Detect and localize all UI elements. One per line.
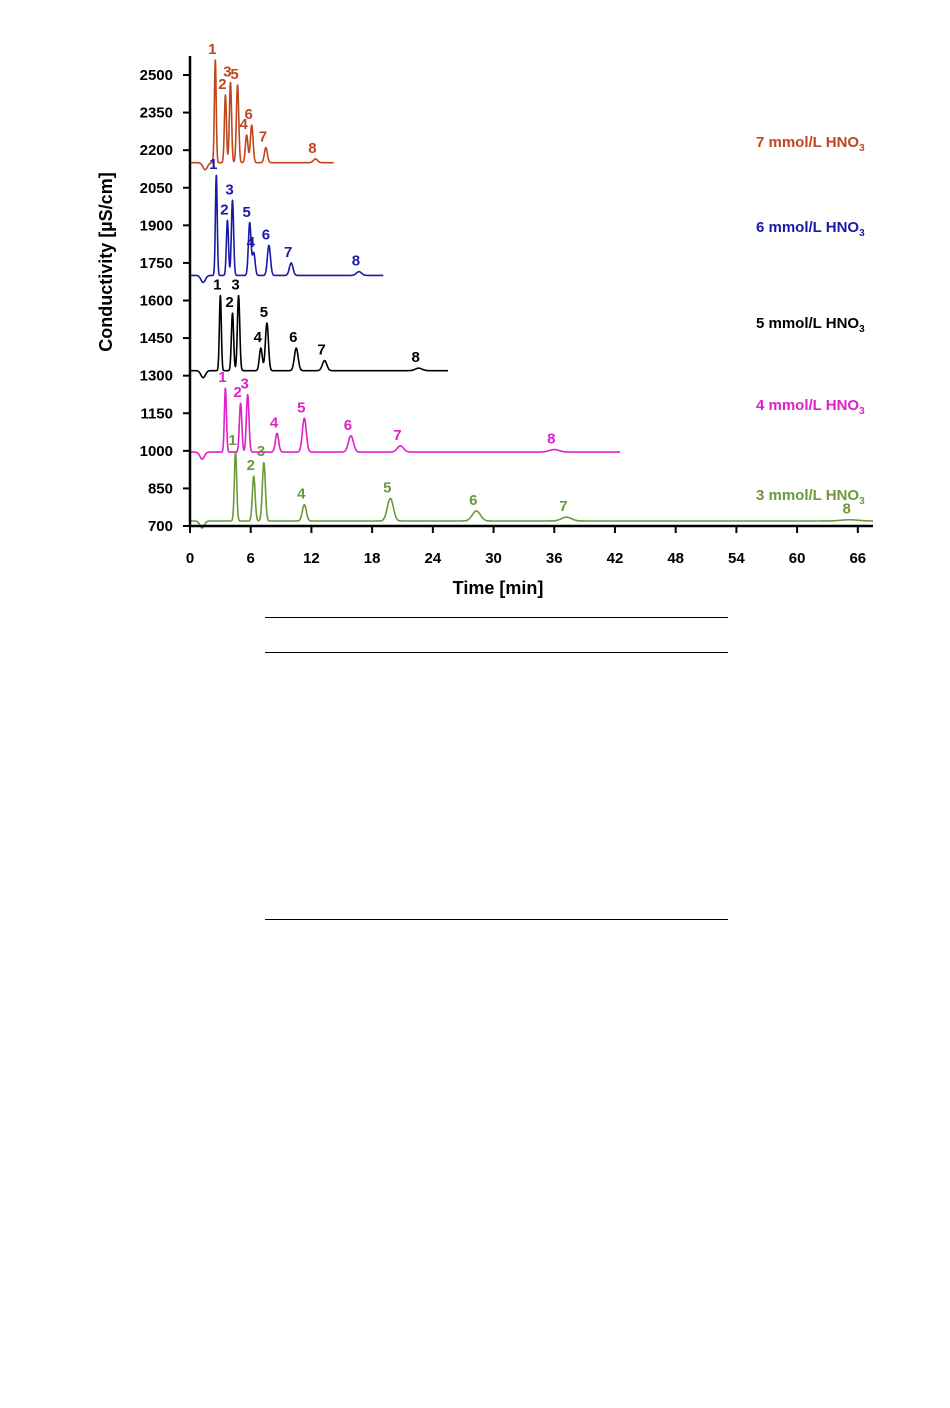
peak-label: 1 bbox=[209, 156, 218, 174]
peak-label: 5 bbox=[230, 66, 239, 84]
y-tick-label: 1150 bbox=[140, 405, 173, 423]
y-tick-label: 2350 bbox=[139, 104, 173, 122]
peak-label: 6 bbox=[343, 416, 353, 434]
x-tick-label: 0 bbox=[185, 550, 195, 567]
peak-label: 2 bbox=[225, 294, 234, 312]
series-4 bbox=[190, 369, 865, 459]
peak-label: 2 bbox=[220, 201, 229, 219]
peak-label: 2 bbox=[233, 384, 242, 402]
x-tick-label: 18 bbox=[363, 550, 381, 567]
series-2 bbox=[190, 156, 865, 282]
peak-label: 4 bbox=[239, 116, 248, 134]
peak-label: 5 bbox=[383, 479, 392, 497]
y-tick-label: 1450 bbox=[139, 330, 173, 348]
peak-label: 7 bbox=[317, 341, 326, 359]
peak-label: 1 bbox=[208, 40, 217, 58]
x-tick-label: 54 bbox=[728, 550, 745, 567]
series-3 bbox=[190, 276, 865, 377]
legend-entry: 4 mmol/L $HNO_3$ bbox=[756, 397, 865, 417]
peak-label: 6 bbox=[261, 226, 271, 244]
peak-label: 1 bbox=[213, 276, 222, 294]
table-bottom-rule bbox=[265, 919, 728, 920]
peak-label: 5 bbox=[297, 399, 306, 417]
peak-label: 2 bbox=[246, 456, 255, 474]
y-tick-label: 2500 bbox=[139, 67, 173, 84]
chromatogram-chart bbox=[0, 0, 950, 620]
peak-label: 5 bbox=[242, 203, 251, 221]
peak-label: 8 bbox=[842, 500, 851, 518]
peak-label: 8 bbox=[308, 139, 317, 157]
y-axis-title: Conductivity [µS/cm] bbox=[96, 172, 116, 352]
series-1 bbox=[190, 41, 865, 170]
peak-label: 2 bbox=[218, 76, 227, 94]
peak-label: 3 bbox=[223, 63, 232, 81]
x-tick-label: 48 bbox=[667, 550, 685, 567]
peak-label: 8 bbox=[351, 252, 361, 270]
peak-label: 1 bbox=[228, 431, 237, 449]
y-tick-label: 1300 bbox=[139, 367, 173, 385]
peak-label: 6 bbox=[469, 491, 478, 509]
x-tick-label: 12 bbox=[303, 550, 320, 567]
legend-entry: 5 mmol/L $HNO_3$ bbox=[756, 315, 865, 335]
y-tick-label: 2050 bbox=[139, 179, 173, 197]
peak-label: 3 bbox=[231, 276, 240, 294]
x-axis-title: Time [min] bbox=[452, 578, 544, 598]
peak-label: 7 bbox=[559, 498, 568, 516]
peak-label: 8 bbox=[411, 349, 420, 367]
y-tick-label: 1600 bbox=[139, 292, 173, 310]
peak-label: 4 bbox=[297, 485, 306, 503]
y-tick-label: 2200 bbox=[139, 142, 173, 160]
peak-label: 8 bbox=[547, 430, 556, 448]
peak-label: 3 bbox=[256, 443, 266, 461]
y-tick-label: 1000 bbox=[139, 442, 173, 460]
table-header-rule bbox=[265, 652, 728, 653]
peak-label: 6 bbox=[289, 329, 298, 347]
legend-entry: 7 mmol/L $HNO_3$ bbox=[756, 134, 865, 154]
plot-area bbox=[190, 41, 873, 528]
x-tick-label: 24 bbox=[424, 550, 442, 567]
x-tick-label: 42 bbox=[606, 550, 624, 567]
peak-label: 4 bbox=[269, 414, 279, 432]
legend-entry: 6 mmol/L $HNO_3$ bbox=[756, 219, 865, 239]
peak-label: 4 bbox=[246, 233, 255, 251]
x-tick-label: 6 bbox=[246, 550, 255, 567]
x-tick-label: 30 bbox=[485, 550, 502, 567]
peak-label: 7 bbox=[258, 128, 268, 146]
peak-label: 3 bbox=[225, 181, 234, 199]
peak-label: 6 bbox=[244, 106, 253, 124]
y-tick-label: 1750 bbox=[139, 254, 173, 272]
legend-entry: 3 mmol/L $HNO_3$ bbox=[756, 487, 865, 507]
y-tick-label: 1900 bbox=[139, 217, 173, 235]
x-tick-label: 60 bbox=[788, 550, 806, 567]
series-5 bbox=[190, 432, 873, 528]
x-tick-label: 66 bbox=[849, 550, 867, 567]
series-trace bbox=[190, 388, 620, 459]
peak-label: 7 bbox=[284, 243, 293, 261]
peak-label: 1 bbox=[218, 369, 227, 387]
peak-label: 3 bbox=[240, 375, 249, 393]
peak-label: 5 bbox=[259, 304, 269, 322]
peak-label: 7 bbox=[393, 426, 402, 444]
y-tick-label: 700 bbox=[147, 518, 173, 535]
table-top-rule bbox=[265, 617, 728, 618]
y-tick-label: 850 bbox=[147, 480, 173, 498]
peak-label: 4 bbox=[253, 329, 263, 347]
x-tick-label: 36 bbox=[545, 550, 563, 567]
